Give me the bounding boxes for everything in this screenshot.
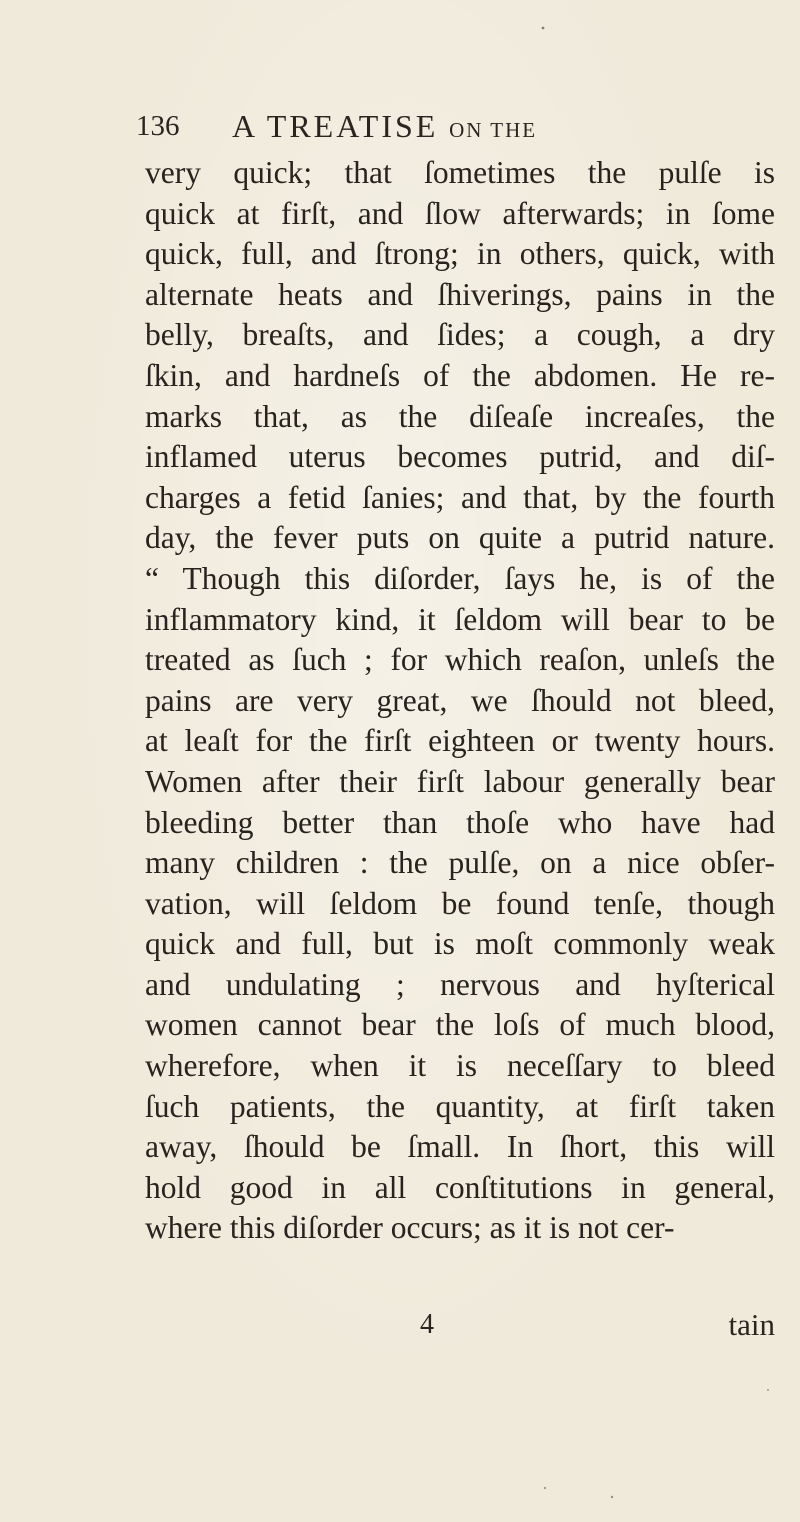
text-line: very quick; that ſometimes the pulſe is [145,155,775,190]
text-line: bleeding better than thoſe who have had [145,804,775,840]
text-line: inflammatory kind, it ſeldom will bear to be [145,601,775,637]
text-line: quick, full, and ſtrong; in others, quick, with [145,236,775,272]
text-line: wherefore, when it is neceſſary to bleed [145,1048,775,1084]
speck [542,27,545,30]
text-line: ſuch patients, the quantity, at firſt taken [145,1088,775,1124]
text-line: quick at firſt, and ſlow afterwards; in ſome [145,195,775,231]
text-line: Women after their firſt labour generally bear [145,763,775,799]
catchword: tain [728,1307,775,1342]
text-line: marks that, as the diſeaſe increaſes, the [145,398,775,434]
text-line: vation, will ſeldom be found tenſe, though [145,885,775,921]
running-header [136,106,696,146]
text-line: pains are very great, we ſhould not bleed, [145,682,775,718]
running-title [232,106,537,150]
speck [544,1487,546,1489]
text-line: “ Though this diſorder, ſays he, is of the [145,560,775,596]
text-line: belly, breaſts, and ſides; a cough, a dry [145,317,775,353]
text-line: where this diſorder occurs; as it is not cer- [145,1210,675,1246]
signature-mark: 4 [420,1309,434,1340]
text-line: hold good in all conſtitutions in general, [145,1169,775,1205]
running-title-main: A TREATISE [232,108,439,144]
text-line: charges a fetid ſanies; and that, by the fourth [145,479,775,515]
text-line: away, ſhould be ſmall. In ſhort, this will [145,1129,775,1165]
text-line: treated as ſuch ; for which reaſon, unleſs the [145,642,775,678]
text-line: at leaſt for the firſt eighteen or twenty hours. [145,723,775,759]
text-line: quick and full, but is moſt commonly weak [145,926,775,962]
speck [611,1496,613,1498]
text-line: and undulating ; nervous and hyſterical [145,966,775,1002]
text-line: alternate heats and ſhiverings, pains in the [145,276,775,312]
footer-catchline [145,1305,775,1345]
text-line: ſkin, and hardneſs of the abdomen. He re- [145,357,775,393]
speck [767,1389,769,1391]
text-line: many children : the pulſe, on a nice obſer- [145,845,775,881]
text-line: women cannot bear the loſs of much blood, [145,1007,775,1043]
page-number: 136 [136,110,180,142]
text-line: inflamed uterus becomes putrid, and diſ- [145,439,775,475]
text-line: day, the fever puts on quite a putrid nature. [145,520,775,556]
body-text [145,153,775,1249]
running-title-suffix: ON THE [449,118,538,142]
